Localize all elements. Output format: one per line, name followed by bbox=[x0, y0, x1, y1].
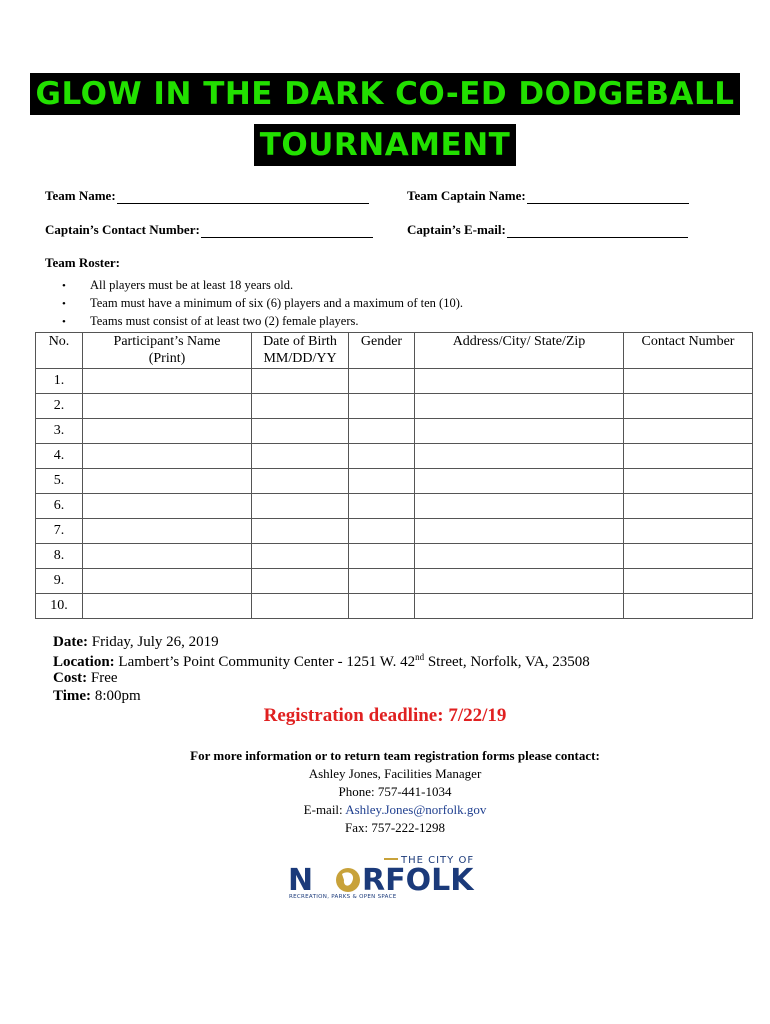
contact-heading: For more information or to return team registration forms please contact: bbox=[190, 748, 600, 763]
team-name-input[interactable] bbox=[117, 190, 369, 204]
dob-cell[interactable] bbox=[252, 544, 349, 569]
mermaid-icon bbox=[336, 868, 360, 892]
table-row bbox=[36, 494, 753, 519]
table-row bbox=[36, 469, 753, 494]
logo-top-text: THE CITY OF bbox=[401, 855, 475, 866]
list-item: • All players must be at least 18 years old. bbox=[62, 276, 463, 294]
event-location: Location: Lambert’s Point Community Center - 1251 W. 42nd Street, Norfolk, VA, 23508 bbox=[53, 652, 590, 670]
table-row bbox=[36, 544, 753, 569]
title-line-2-wrap bbox=[0, 124, 770, 166]
event-time bbox=[53, 688, 141, 705]
gender-cell[interactable] bbox=[349, 569, 415, 594]
dob-cell[interactable] bbox=[252, 594, 349, 619]
team-roster-label: Team Roster: bbox=[45, 255, 120, 270]
address-cell[interactable] bbox=[415, 544, 624, 569]
address-cell[interactable] bbox=[415, 594, 624, 619]
address-cell[interactable] bbox=[415, 469, 624, 494]
row-number: 9. bbox=[36, 569, 83, 594]
team-name-field bbox=[45, 188, 369, 204]
name-cell[interactable] bbox=[83, 444, 252, 469]
name-cell[interactable] bbox=[83, 469, 252, 494]
contact-fax: Fax: 757-222-1298 bbox=[344, 820, 446, 835]
contact-cell[interactable] bbox=[624, 469, 753, 494]
contact-name: Ashley Jones, Facilities Manager bbox=[308, 766, 482, 781]
time-label: Time: bbox=[53, 688, 92, 704]
dob-cell[interactable] bbox=[252, 394, 349, 419]
roster-table bbox=[35, 332, 753, 619]
gender-cell[interactable] bbox=[349, 419, 415, 444]
email-link[interactable]: Ashley.Jones@norfolk.gov bbox=[345, 802, 487, 817]
table-row bbox=[36, 569, 753, 594]
table-row bbox=[36, 594, 753, 619]
row-number: 6. bbox=[36, 494, 83, 519]
gender-cell[interactable] bbox=[349, 594, 415, 619]
gender-cell[interactable] bbox=[349, 444, 415, 469]
table-row bbox=[36, 444, 753, 469]
registration-deadline: Registration deadline: 7/22/19 bbox=[263, 705, 507, 726]
page-title-line-2: TOURNAMENT bbox=[254, 124, 517, 166]
address-cell[interactable] bbox=[415, 444, 624, 469]
list-item: • Teams must consist of at least two (2) female players. bbox=[62, 312, 463, 330]
logo-letter-n: N bbox=[288, 863, 314, 898]
name-cell[interactable] bbox=[83, 569, 252, 594]
table-row bbox=[36, 394, 753, 419]
address-cell[interactable] bbox=[415, 494, 624, 519]
captain-email-field bbox=[407, 222, 688, 238]
gender-cell[interactable] bbox=[349, 544, 415, 569]
contact-cell[interactable] bbox=[624, 419, 753, 444]
date-value: Friday, July 26, 2019 bbox=[91, 634, 219, 650]
contact-phone: Phone: 757-441-1034 bbox=[338, 784, 452, 799]
captain-phone-label: Captain’s Contact Number: bbox=[45, 222, 200, 237]
cost-label: Cost: bbox=[53, 670, 88, 686]
column-header-dob: Date of Birth MM/DD/YY bbox=[252, 333, 349, 369]
dob-cell[interactable] bbox=[252, 494, 349, 519]
name-cell[interactable] bbox=[83, 519, 252, 544]
team-name-label: Team Name: bbox=[45, 188, 116, 203]
dob-cell[interactable] bbox=[252, 469, 349, 494]
contact-cell[interactable] bbox=[624, 369, 753, 394]
dob-cell[interactable] bbox=[252, 444, 349, 469]
row-number: 8. bbox=[36, 544, 83, 569]
row-number: 3. bbox=[36, 419, 83, 444]
contact-cell[interactable] bbox=[624, 519, 753, 544]
dob-cell[interactable] bbox=[252, 369, 349, 394]
gender-cell[interactable] bbox=[349, 394, 415, 419]
bullet-icon: • bbox=[62, 298, 66, 310]
address-cell[interactable] bbox=[415, 519, 624, 544]
address-cell[interactable] bbox=[415, 394, 624, 419]
team-captain-label: Team Captain Name: bbox=[407, 188, 526, 203]
table-row bbox=[36, 369, 753, 394]
name-cell[interactable] bbox=[83, 544, 252, 569]
dob-cell[interactable] bbox=[252, 519, 349, 544]
cost-value: Free bbox=[90, 670, 118, 686]
row-number: 10. bbox=[36, 594, 83, 619]
contact-cell[interactable] bbox=[624, 544, 753, 569]
logo-word-rest: RFOLK bbox=[362, 863, 474, 898]
row-number: 4. bbox=[36, 444, 83, 469]
table-row bbox=[36, 419, 753, 444]
name-cell[interactable] bbox=[83, 394, 252, 419]
name-cell[interactable] bbox=[83, 369, 252, 394]
dob-cell[interactable] bbox=[252, 569, 349, 594]
list-item: • Team must have a minimum of six (6) players and a maximum of ten (10). bbox=[62, 294, 463, 312]
address-cell[interactable] bbox=[415, 419, 624, 444]
name-cell[interactable] bbox=[83, 594, 252, 619]
name-cell[interactable] bbox=[83, 494, 252, 519]
event-cost bbox=[53, 670, 118, 687]
contact-cell[interactable] bbox=[624, 444, 753, 469]
address-cell[interactable] bbox=[415, 369, 624, 394]
event-date bbox=[53, 634, 219, 651]
contact-cell[interactable] bbox=[624, 594, 753, 619]
gender-cell[interactable] bbox=[349, 469, 415, 494]
contact-cell[interactable] bbox=[624, 394, 753, 419]
gender-cell[interactable] bbox=[349, 519, 415, 544]
team-captain-input[interactable] bbox=[527, 190, 689, 204]
title-line-1-wrap bbox=[0, 73, 770, 115]
location-label: Location: bbox=[53, 654, 115, 670]
name-cell[interactable] bbox=[83, 419, 252, 444]
address-cell[interactable] bbox=[415, 569, 624, 594]
column-header-no: No. bbox=[36, 333, 83, 369]
column-header-gender: Gender bbox=[349, 333, 415, 369]
table-row bbox=[36, 519, 753, 544]
gender-cell[interactable] bbox=[349, 494, 415, 519]
location-value: Lambert’s Point Community Center - 1251 W. 42 bbox=[118, 654, 416, 670]
contact-cell[interactable] bbox=[624, 569, 753, 594]
column-header-contact: Contact Number bbox=[624, 333, 753, 369]
team-captain-field bbox=[407, 188, 689, 204]
contact-email: E-mail: Ashley.Jones@norfolk.gov bbox=[303, 802, 487, 817]
bullet-icon: • bbox=[62, 316, 66, 328]
column-header-address: Address/City/ State/Zip bbox=[415, 333, 624, 369]
contact-cell[interactable] bbox=[624, 494, 753, 519]
date-label: Date: bbox=[53, 634, 88, 650]
captain-phone-input[interactable] bbox=[201, 224, 373, 238]
row-number: 2. bbox=[36, 394, 83, 419]
table-header-row bbox=[36, 333, 753, 369]
contact-block bbox=[0, 747, 770, 837]
captain-email-label: Captain’s E-mail: bbox=[407, 222, 506, 237]
captain-email-input[interactable] bbox=[507, 224, 688, 238]
page-title: GLOW IN THE DARK CO-ED DODGEBALL bbox=[30, 73, 741, 115]
bullet-icon: • bbox=[62, 280, 66, 292]
time-value: 8:00pm bbox=[94, 688, 141, 704]
gender-cell[interactable] bbox=[349, 369, 415, 394]
row-number: 5. bbox=[36, 469, 83, 494]
roster-rules-list bbox=[62, 276, 463, 330]
row-number: 7. bbox=[36, 519, 83, 544]
column-header-name: Participant’s Name (Print) bbox=[83, 333, 252, 369]
dob-cell[interactable] bbox=[252, 419, 349, 444]
captain-phone-field bbox=[45, 222, 373, 238]
city-of-norfolk-logo bbox=[286, 850, 511, 900]
row-number: 1. bbox=[36, 369, 83, 394]
logo-tagline: RECREATION, PARKS & OPEN SPACE bbox=[289, 894, 397, 900]
